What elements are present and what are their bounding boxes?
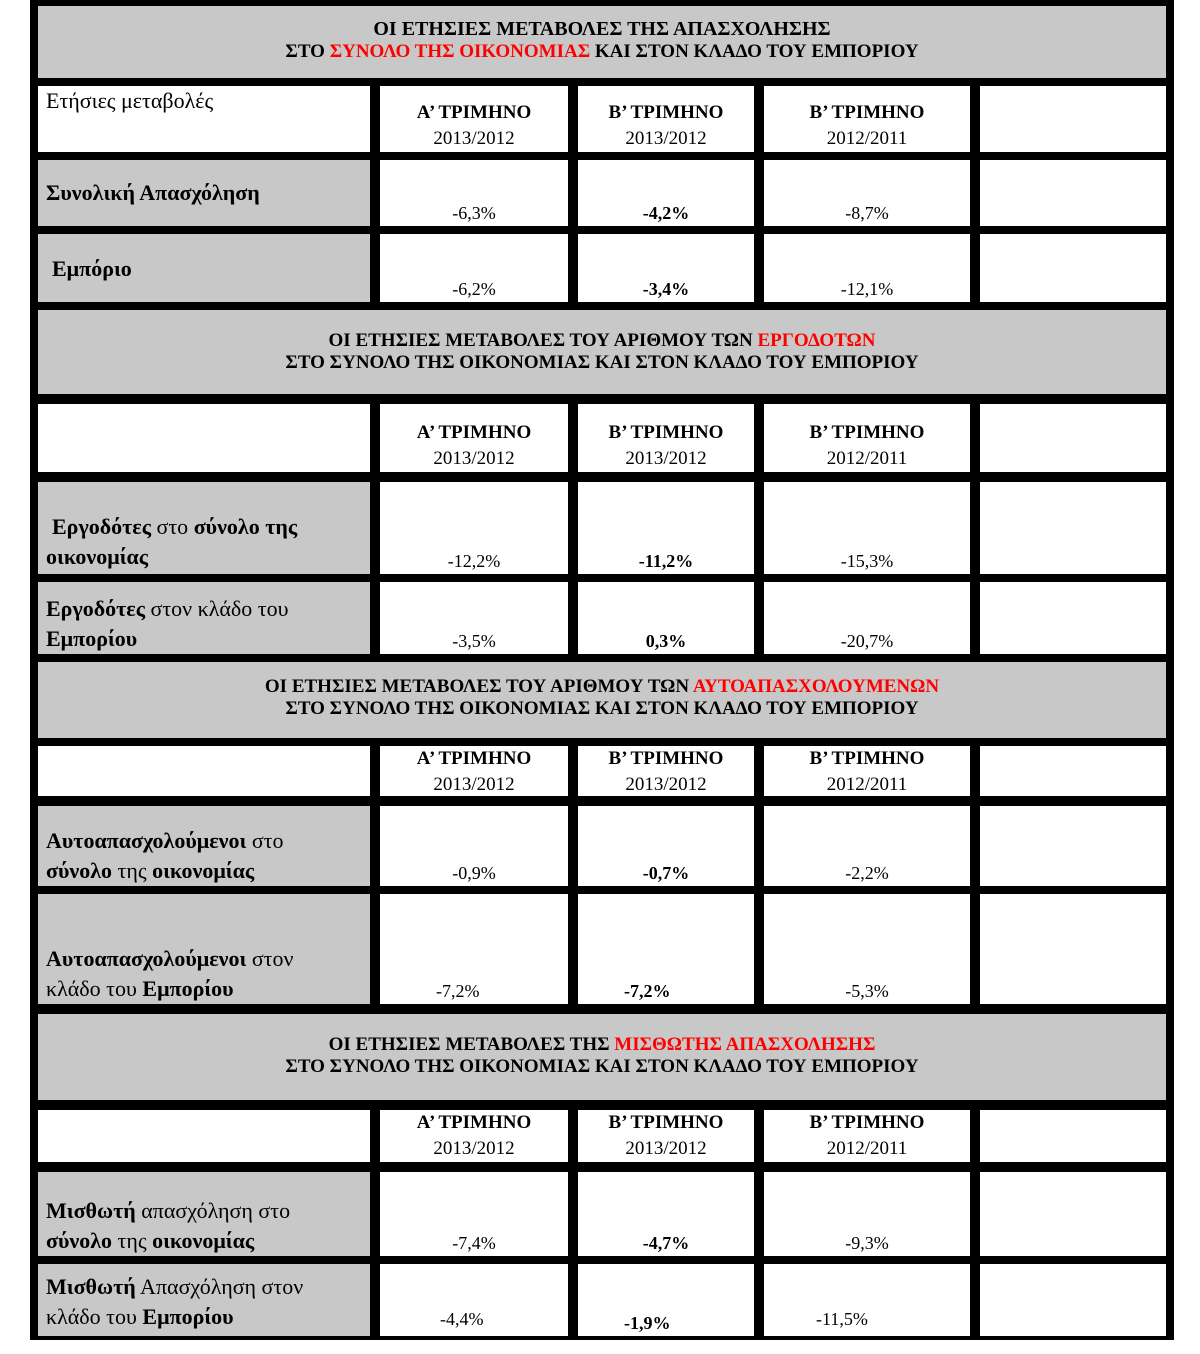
section3-title-line1: ΟΙ ΕΤΗΣΙΕΣ ΜΕΤΑΒΟΛΕΣ ΤΟΥ ΑΡΙΘΜΟΥ ΤΩΝ ΑΥΤΟΑΠΑΣΧΟΛΟΥΜΕΝΩΝ: [264, 676, 940, 697]
section4-title-line2: ΣΤΟ ΣΥΝΟΛΟ ΤΗΣ ΟΙΚΟΝΟΜΙΑΣ ΚΑΙ ΣΤΟΝ ΚΛΑΔΟ ΤΟΥ ΕΜΠΟΡΙΟΥ: [285, 1056, 919, 1077]
section4-header: [38, 1014, 1166, 1100]
row-salaried-commerce-v3: -11,5%: [764, 1264, 970, 1336]
row-employers-commerce-v1: -3,5%: [380, 582, 568, 654]
row-commerce-v3: -12,1%: [764, 234, 970, 302]
row-employers-commerce-v2: 0,3%: [578, 582, 754, 654]
section1-title-line1: ΟΙ ΕΤΗΣΙΕΣ ΜΕΤΑΒΟΛΕΣ ΤΗΣ ΑΠΑΣΧΟΛΗΣΗΣ: [373, 18, 831, 40]
s2-col-header-empty: [980, 404, 1166, 472]
row-employers-total-empty: [980, 482, 1166, 574]
row-selfemployed-total-v1: -0,9%: [380, 806, 568, 886]
row-total-employment-v2: -4,2%: [578, 160, 754, 226]
s2-col-header-1: Α’ ΤΡΙΜΗΝΟ 2013/2012: [380, 404, 568, 472]
s4-col-header-3: Β’ ΤΡΙΜΗΝΟ 2012/2011: [764, 1110, 970, 1162]
section2-header: [38, 310, 1166, 394]
row-salaried-total-empty: [980, 1172, 1166, 1256]
corner-label-cell: [38, 86, 370, 152]
row-selfemployed-commerce-v1: -7,2%: [380, 894, 568, 1004]
row-salaried-commerce-v1: -4,4%: [380, 1264, 568, 1336]
s4-col-header-empty: [980, 1110, 1166, 1162]
section3-title-line2: ΣΤΟ ΣΥΝΟΛΟ ΤΗΣ ΟΙΚΟΝΟΜΙΑΣ ΚΑΙ ΣΤΟΝ ΚΛΑΔΟ ΤΟΥ ΕΜΠΟΡΙΟΥ: [285, 698, 919, 719]
row-employers-total-v2: -11,2%: [578, 482, 754, 574]
row-salaried-total-label: Μισθωτή απασχόληση στο σύνολο της οικονομίας: [38, 1172, 370, 1256]
s2-corner-cell: [38, 404, 370, 472]
row-employers-total-label: Εργοδότες στο σύνολο της οικονομίας: [38, 482, 370, 574]
row-employers-commerce-label: Εργοδότες στον κλάδο του Εμπορίου: [38, 582, 370, 654]
row-salaried-total-v3: -9,3%: [764, 1172, 970, 1256]
row-selfemployed-total-v3: -2,2%: [764, 806, 970, 886]
row-total-employment-empty: [980, 160, 1166, 226]
section1-title-line2: ΣΤΟ ΣΥΝΟΛΟ ΤΗΣ ΟΙΚΟΝΟΜΙΑΣ ΚΑΙ ΣΤΟΝ ΚΛΑΔΟ ΤΟΥ ΕΜΠΟΡΙΟΥ: [285, 41, 919, 62]
row-selfemployed-total-label: Αυτοαπασχολούμενοι στο σύνολο της οικονομίας: [38, 806, 370, 886]
row-employers-commerce-empty: [980, 582, 1166, 654]
s2-col-header-3: Β’ ΤΡΙΜΗΝΟ 2012/2011: [764, 404, 970, 472]
section4-title-line1: ΟΙ ΕΤΗΣΙΕΣ ΜΕΤΑΒΟΛΕΣ ΤΗΣ ΜΙΣΘΩΤΗΣ ΑΠΑΣΧΟΛΗΣΗΣ: [328, 1034, 876, 1055]
row-salaried-total-v1: -7,4%: [380, 1172, 568, 1256]
row-selfemployed-commerce-empty: [980, 894, 1166, 1004]
row-salaried-commerce-v2: -1,9%: [578, 1264, 754, 1336]
row-salaried-commerce-label: Μισθωτή Απασχόληση στον κλάδο του Εμπορίου: [38, 1264, 370, 1336]
row-selfemployed-commerce-v2: -7,2%: [578, 894, 754, 1004]
row-total-employment-label: Συνολική Απασχόληση: [38, 160, 370, 226]
row-total-employment-v1: -6,3%: [380, 160, 568, 226]
section1-header: [38, 6, 1166, 78]
s2-col-header-2: Β’ ΤΡΙΜΗΝΟ 2013/2012: [578, 404, 754, 472]
row-total-employment-v3: -8,7%: [764, 160, 970, 226]
s3-col-header-3: Β’ ΤΡΙΜΗΝΟ 2012/2011: [764, 746, 970, 796]
col-header-1: Α’ ΤΡΙΜΗΝΟ 2013/2012: [380, 86, 568, 152]
row-employers-commerce-v3: -20,7%: [764, 582, 970, 654]
row-selfemployed-total-v2: -0,7%: [578, 806, 754, 886]
section2-title-line2: ΣΤΟ ΣΥΝΟΛΟ ΤΗΣ ΟΙΚΟΝΟΜΙΑΣ ΚΑΙ ΣΤΟΝ ΚΛΑΔΟ ΤΟΥ ΕΜΠΟΡΙΟΥ: [285, 352, 919, 373]
row-salaried-total-v2: -4,7%: [578, 1172, 754, 1256]
s3-col-header-1: Α’ ΤΡΙΜΗΝΟ 2013/2012: [380, 746, 568, 796]
row-selfemployed-commerce-v3: -5,3%: [764, 894, 970, 1004]
s4-col-header-2: Β’ ΤΡΙΜΗΝΟ 2013/2012: [578, 1110, 754, 1162]
row-employers-total-v1: -12,2%: [380, 482, 568, 574]
row-commerce-v1: -6,2%: [380, 234, 568, 302]
s3-col-header-2: Β’ ΤΡΙΜΗΝΟ 2013/2012: [578, 746, 754, 796]
row-salaried-commerce-empty: [980, 1264, 1166, 1336]
col-header-2: Β’ ΤΡΙΜΗΝΟ 2013/2012: [578, 86, 754, 152]
s3-col-header-empty: [980, 746, 1166, 796]
s3-corner-cell: [38, 746, 370, 796]
s4-col-header-1: Α’ ΤΡΙΜΗΝΟ 2013/2012: [380, 1110, 568, 1162]
row-commerce-v2: -3,4%: [578, 234, 754, 302]
row-selfemployed-commerce-label: Αυτοαπασχολούμενοι στον κλάδο του Εμπορίου: [38, 894, 370, 1004]
row-commerce-label: Εμπόριο: [38, 234, 370, 302]
corner-label: Ετήσιες μεταβολές: [46, 88, 214, 113]
s4-corner-cell: [38, 1110, 370, 1162]
section3-header: [38, 662, 1166, 738]
col-header-empty: [980, 86, 1166, 152]
col-header-3: Β’ ΤΡΙΜΗΝΟ 2012/2011: [764, 86, 970, 152]
row-employers-total-v3: -15,3%: [764, 482, 970, 574]
row-commerce-empty: [980, 234, 1166, 302]
row-selfemployed-total-empty: [980, 806, 1166, 886]
section2-title-line1: ΟΙ ΕΤΗΣΙΕΣ ΜΕΤΑΒΟΛΕΣ ΤΟΥ ΑΡΙΘΜΟΥ ΤΩΝ ΕΡΓΟΔΟΤΩΝ: [328, 330, 876, 351]
